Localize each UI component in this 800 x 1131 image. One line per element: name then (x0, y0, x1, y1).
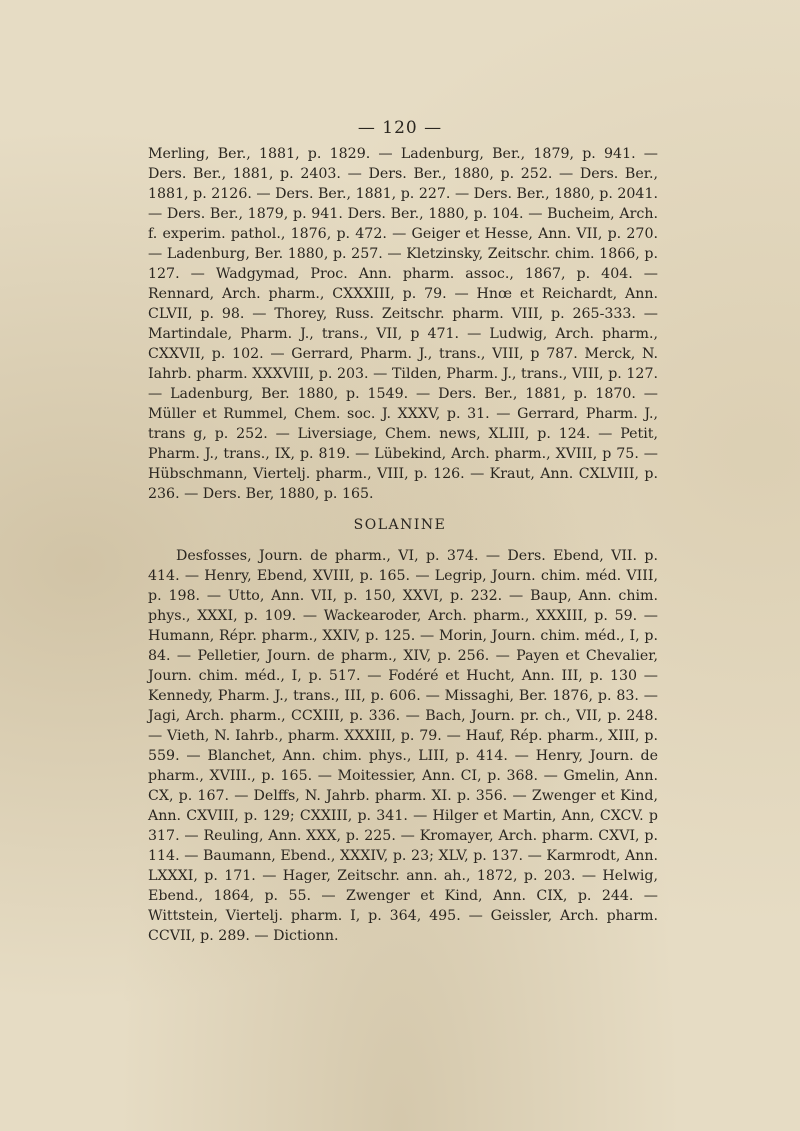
bibliography-paragraph-2: Desfosses, Journ. de pharm., VI, p. 374. — Ders. Ebend, VII. p. 414. — Henry, Ebend, XVIII, p. 165. — Legrip, Journ. chim. méd. VIII, p. 198. — Utto, Ann. VII, p. 150, XXVI, p. 232. — Baup, Ann. chim. phys., XXXI, p. 109. — Wackearoder, Arch. pharm., XXXIII, p. 59. — Humann, Répr. pharm., XXIV, p. 125. — Morin, Journ. chim. méd., I, p. 84. — Pelletier, Journ. de pharm., XIV, p. 256. — Payen et Chevalier, Journ. chim. méd., I, p. 517. — Fodéré et Hucht, Ann. III, p. 130 — Kennedy, Pharm. J., trans., III, p. 606. — Missaghi, Ber. 1876, p. 83. — Jagi, Arch. pharm., CCXIII, p. 336. — Bach, Journ. pr. ch., VII, p. 248. — Vieth, N. Iahrb., pharm. XXXIII, p. 79. — Hauf, Rép. pharm., XIII, p. 559. — Blanchet, Ann. chim. phys., LIII, p. 414. — Henry, Journ. de pharm., XVIII., p. 165. — Moitessier, Ann. CI, p. 368. — Gmelin, Ann. CX, p. 167. — Delffs, N. Jahrb. pharm. XI. p. 356. — Zwenger et Kind, Ann. CXVIII, p. 129; CXXIII, p. 341. — Hilger et Martin, Ann, CXCV. p 317. — Reuling, Ann. XXX, p. 225. — Kromayer, Arch. pharm. CXVI, p. 114. — Baumann, Ebend., XXXIV, p. 23; XLV, p. 137. — Karmrodt, Ann. LXXXI, p. 171. — Hager, Zeitschr. ann. ah., 1872, p. 203. — Helwig, Ebend., 1864, p. 55. — Zwenger et Kind, Ann. CIX, p. 244. — Wittstein, Viertelj. pharm. I, p. 364, 495. — Geissler, Arch. pharm. CCVII, p. 289. — Dictionn. (148, 548, 658, 944)
section-heading: SOLANINE (353, 517, 447, 533)
bibliography-block-1 (148, 144, 658, 504)
bibliography-paragraph-1: Merling, Ber., 1881, p. 1829. — Ladenburg, Ber., 1879, p. 941. — Ders. Ber., 1881, p. 2403. — Ders. Ber., 1880, p. 252. — Ders. Ber., 1881, p. 2126. — Ders. Ber., 1881, p. 227. — Ders. Ber., 1880, p. 2041. — Ders. Ber., 1879, p. 941. Ders. Ber., 1880, p. 104. — Bucheim, Arch. f. experim. pathol., 1876, p. 472. — Geiger et Hesse, Ann. VII, p. 270. — Ladenburg, Ber. 1880, p. 257. — Kletzinsky, Zeitschr. chim. 1866, p. 127. — Wadgymad, Proc. Ann. pharm. assoc., 1867, p. 404. — Rennard, Arch. pharm., CXXXIII, p. 79. — Hnœ et Reichardt, Ann. CLVII, p. 98. — Thorey, Russ. Zeitschr. pharm. VIII, p. 265-333. — Martindale, Pharm. J., trans., VII, p 471. — Ludwig, Arch. pharm., CXXVII, p. 102. — Gerrard, Pharm. J., trans., VIII, p 787. Merck, N. Iahrb. pharm. XXXVIII, p. 203. — Tilden, Pharm. J., trans., VIII, p. 127. — Ladenburg, Ber. 1880, p. 1549. — Ders. Ber., 1881, p. 1870. — Müller et Rummel, Chem. soc. J. XXXV, p. 31. — Gerrard, Pharm. J., trans g, p. 252. — Liversiage, Chem. news, XLIII, p. 124. — Petit, Pharm. J., trans., IX, p. 819. — Lübekind, Arch. pharm., XVIII, p 75. — Hübschmann, Viertelj. pharm., VIII, p. 126. — Kraut, Ann. CXLVIII, p. 236. — Ders. Ber, 1880, p. 165. (148, 146, 658, 502)
page-number: — 120 — (357, 118, 443, 138)
bibliography-block-2 (148, 546, 658, 946)
